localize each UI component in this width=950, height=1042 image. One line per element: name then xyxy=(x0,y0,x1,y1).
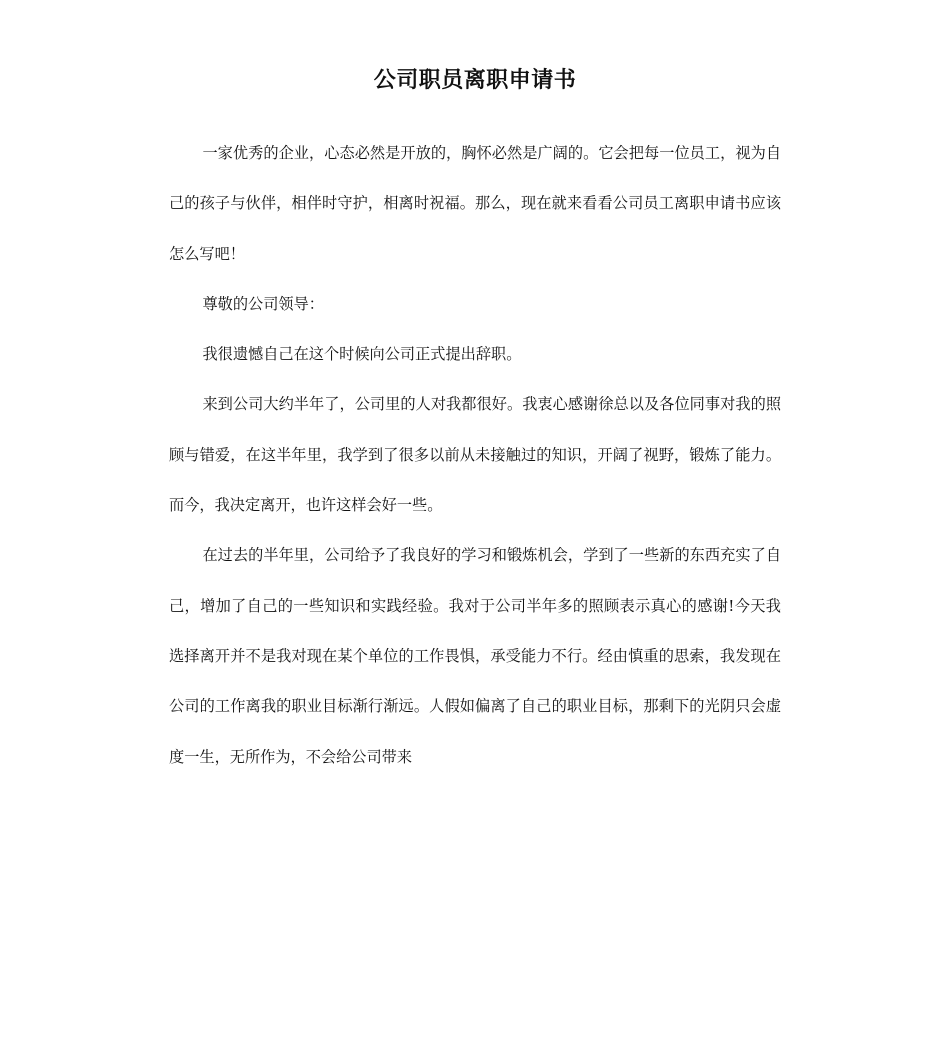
resignation-statement: 我很遗憾自己在这个时候向公司正式提出辞职。 xyxy=(202,345,522,364)
gratitude-paragraph: 来到公司大约半年了，公司里的人对我都很好。我衷心感谢徐总以及各位同事对我的照顾与错爱，在这半年里，我学到了很多以前从未接触过的知识，开阔了视野，锻炼了能力。而今，我决定离开，也许这样会好一些。 xyxy=(169,395,781,515)
intro-paragraph: 一家优秀的企业，心态必然是开放的，胸怀必然是广阔的。它会把每一位员工，视为自己的孩子与伙伴，相伴时守护，相离时祝福。那么，现在就来看看公司员工离职申请书应该怎么写吧！ xyxy=(169,144,781,263)
document-body xyxy=(169,128,781,782)
salutation-line: 尊敬的公司领导： xyxy=(202,294,324,313)
document-title: 公司职员离职申请书 xyxy=(373,68,577,93)
reason-paragraph: 在过去的半年里，公司给予了我良好的学习和锻炼机会，学到了一些新的东西充实了自己，增加了自己的一些知识和实践经验。我对于公司半年多的照顾表示真心的感谢!今天我选择离开并不是我对现在某个单位的工作畏惧，承受能力不行。经由慎重的思索，我发现在公司的工作离我的职业目标渐行渐远。人假如偏离了自己的职业目标，那剩下的光阴只会虚度一生，无所作为，不会给公司带来 xyxy=(169,546,781,766)
